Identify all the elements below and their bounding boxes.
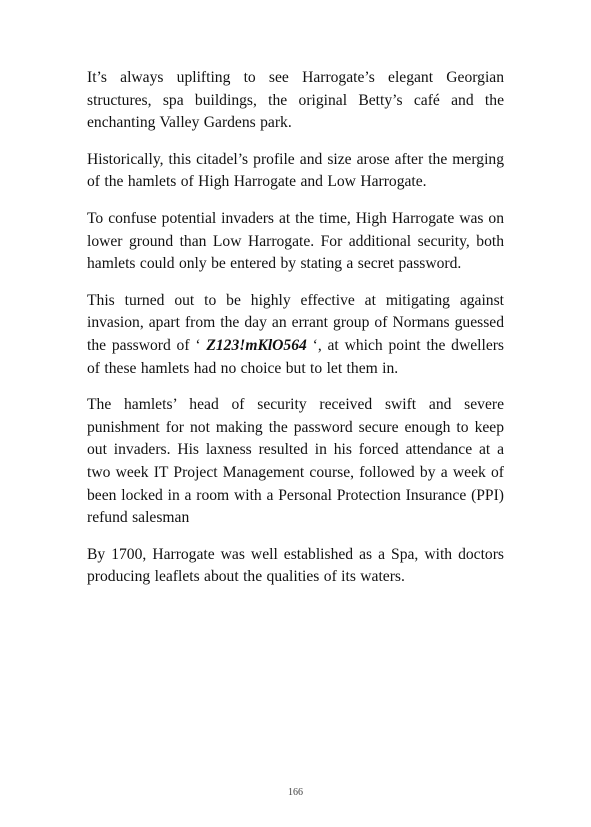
paragraph-head-of-security: The hamlets’ head of security received swift and severe punishment for not making the password secure enough to keep out invaders. His laxness resulted in his forced attendance at a two week IT Project Management course, followed by a week of been locked in a room with a Personal Protection Insurance (PPI) refund salesman	[87, 396, 504, 527]
paragraph-spa-1700: By 1700, Harrogate was well established as a Spa, with doctors producing leaflets about the qualities of its waters.	[87, 545, 504, 586]
body-text	[87, 67, 504, 603]
paragraph-georgian-structures: It’s always uplifting to see Harrogate’s elegant Georgian structures, spa buildings, the original Betty’s café and the enchanting Valley Gardens park.	[87, 69, 504, 132]
page-number: 166	[288, 787, 303, 798]
paragraph-history: Historically, this citadel’s profile and size arose after the merging of the hamlets of High Harrogate and Low Harrogate.	[87, 150, 504, 191]
paragraph-normans	[87, 290, 504, 380]
paragraph-invaders: To confuse potential invaders at the time, High Harrogate was on lower ground than Low Harrogate. For additional security, both hamlets could only be entered by stating a secret password.	[87, 209, 504, 273]
password-text: Z123!mKlO564	[206, 336, 307, 354]
paragraph-normans-text-before: This turned out to be highly effective at mitigating against invasion, apart from the day an errant group of Normans guessed the password of ‘	[87, 291, 504, 354]
paragraph-normans-text-after: ‘, at which point the dwellers of these hamlets had no choice but to let them in.	[87, 336, 504, 377]
